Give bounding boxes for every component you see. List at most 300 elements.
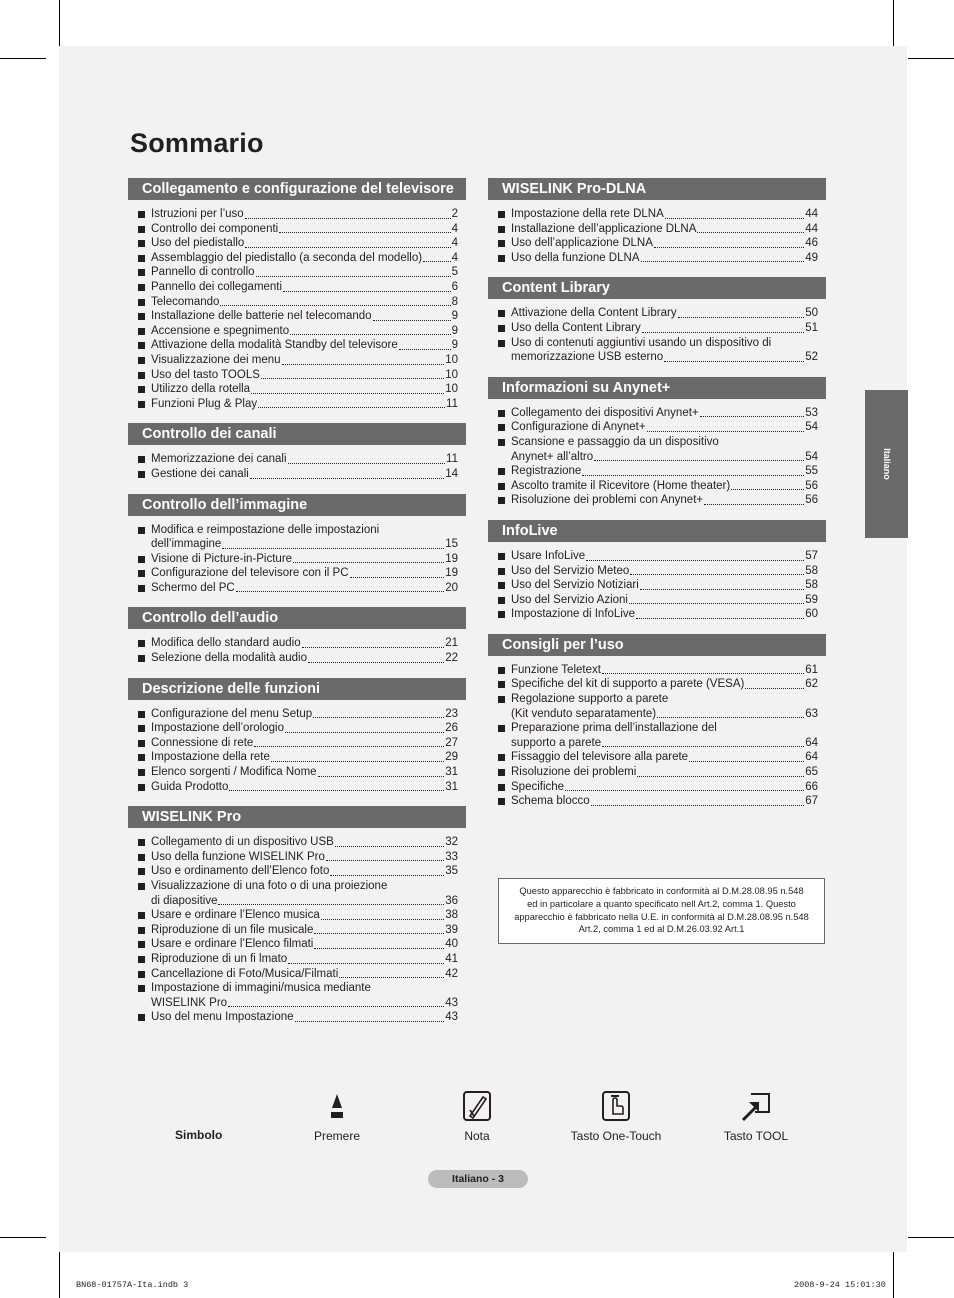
legend-heading: Simbolo bbox=[175, 1128, 223, 1142]
bullet-square-icon bbox=[138, 401, 145, 408]
entry-text: Attivazione della modalità Standby del televisore bbox=[151, 339, 398, 352]
bullet-square-icon bbox=[138, 372, 145, 379]
entry-text: Regolazione supporto a parete bbox=[511, 693, 669, 706]
section-heading: InfoLive bbox=[488, 520, 826, 542]
entry-text: supporto a parete bbox=[511, 736, 602, 749]
entry-text: Assemblaggio del piedistallo (a seconda del modello) bbox=[151, 251, 423, 264]
bullet-square-icon bbox=[138, 386, 145, 393]
bullet-square-icon bbox=[498, 582, 505, 589]
leader-dots bbox=[594, 460, 804, 461]
entry-text: Installazione dell’applicazione DLNA bbox=[511, 222, 697, 235]
leader-dots bbox=[222, 548, 444, 549]
bullet-square-icon bbox=[138, 240, 145, 247]
entry-text: Pannello di controllo bbox=[151, 266, 255, 279]
entry-text: Collegamento dei dispositivi Anynet+ bbox=[511, 406, 699, 419]
notice-line: ed in particolare a quanto specificato nell Art.2, comma 1. Questo bbox=[527, 898, 796, 909]
entry-page-number: 40 bbox=[445, 938, 458, 951]
entry-page-number: 10 bbox=[445, 383, 458, 396]
bullet-square-icon bbox=[138, 839, 145, 846]
entry-text: Visualizzazione dei menu bbox=[151, 353, 281, 366]
bullet-square-icon bbox=[138, 255, 145, 262]
entry-text: Uso del tasto TOOLS bbox=[151, 368, 260, 381]
leader-dots bbox=[295, 1021, 445, 1022]
toc-entry bbox=[138, 879, 466, 908]
toc-entry bbox=[138, 864, 466, 879]
entry-page-number: 11 bbox=[446, 453, 458, 466]
entry-text: Controllo dei componenti bbox=[151, 222, 279, 235]
toc-entry bbox=[138, 222, 466, 237]
entry-page-number: 15 bbox=[445, 538, 458, 551]
leader-dots bbox=[665, 218, 804, 219]
entry-text: Risoluzione dei problemi con Anynet+ bbox=[511, 494, 704, 507]
leader-dots bbox=[591, 805, 805, 806]
entry-text: Fissaggio del televisore alla parete bbox=[511, 751, 689, 764]
entry-text: Attivazione della Content Library bbox=[511, 307, 677, 320]
bullet-square-icon bbox=[138, 784, 145, 791]
leader-dots bbox=[288, 463, 446, 464]
bullet-square-icon bbox=[138, 211, 145, 218]
toc-entry bbox=[498, 564, 826, 579]
entry-page-number: 5 bbox=[451, 266, 458, 279]
entry-page-number: 60 bbox=[805, 608, 818, 621]
toc-entry bbox=[138, 207, 466, 222]
toc-entry bbox=[498, 578, 826, 593]
leader-dots bbox=[313, 717, 444, 718]
section-heading: Controllo dei canali bbox=[128, 423, 466, 445]
entry-page-number: 9 bbox=[451, 324, 458, 337]
entry-page-number: 10 bbox=[445, 368, 458, 381]
entry-text: Istruzioni per l’uso bbox=[151, 208, 244, 220]
leader-dots bbox=[565, 790, 804, 791]
section-heading: Collegamento e configurazione del televisore bbox=[128, 178, 466, 200]
entry-page-number: 63 bbox=[805, 707, 818, 720]
entry-text: Configurazione di Anynet+ bbox=[511, 421, 646, 434]
leader-dots bbox=[689, 761, 804, 762]
leader-dots bbox=[641, 261, 805, 262]
leader-dots bbox=[602, 746, 804, 747]
leader-dots bbox=[602, 673, 804, 674]
bullet-square-icon bbox=[498, 798, 505, 805]
leader-dots bbox=[399, 349, 451, 350]
leader-dots bbox=[318, 776, 445, 777]
entry-page-number: 9 bbox=[451, 339, 458, 352]
bullet-square-icon bbox=[498, 667, 505, 674]
entry-text: Uso del Servizio Notiziari bbox=[511, 579, 639, 592]
entry-page-number: 33 bbox=[445, 850, 458, 863]
entry-text: Configurazione del menu Setup bbox=[151, 707, 313, 720]
bullet-square-icon bbox=[138, 456, 145, 463]
leader-dots bbox=[636, 618, 804, 619]
toc-entry bbox=[138, 736, 466, 751]
toc-entry bbox=[138, 295, 466, 310]
toc-section bbox=[128, 607, 466, 665]
toc-entry bbox=[498, 677, 826, 692]
notice-line: apparecchio è fabbricato nella U.E. in conformità al D.M.28.08.95 n.548 bbox=[514, 911, 809, 922]
entry-text: Risoluzione dei problemi bbox=[511, 766, 637, 779]
language-side-tab bbox=[865, 390, 908, 538]
bullet-square-icon bbox=[498, 497, 505, 504]
leader-dots bbox=[251, 393, 444, 394]
bullet-square-icon bbox=[138, 570, 145, 577]
leader-dots bbox=[657, 717, 804, 718]
entry-text: Impostazione della rete bbox=[151, 751, 270, 764]
symbol-legend bbox=[0, 1088, 954, 1148]
entry-page-number: 59 bbox=[805, 593, 818, 606]
section-heading: Descrizione delle funzioni bbox=[128, 678, 466, 700]
bullet-square-icon bbox=[498, 240, 505, 247]
entry-text: Preparazione prima dell’installazione del bbox=[511, 722, 717, 735]
entry-page-number: 54 bbox=[805, 450, 818, 463]
toc-entry bbox=[138, 850, 466, 865]
section-heading: WISELINK Pro-DLNA bbox=[488, 178, 826, 200]
bullet-square-icon bbox=[138, 868, 145, 875]
toc-entry bbox=[138, 251, 466, 266]
toc-entry bbox=[498, 493, 826, 508]
entry-page-number: 56 bbox=[805, 494, 818, 507]
entry-page-number: 44 bbox=[805, 208, 818, 220]
crop-mark bbox=[893, 1252, 894, 1298]
entry-page-number: 43 bbox=[445, 996, 458, 1009]
entry-text: Utilizzo della rotella bbox=[151, 383, 251, 396]
toc-section bbox=[128, 678, 466, 795]
entry-page-number: 20 bbox=[445, 581, 458, 594]
leader-dots bbox=[654, 247, 804, 248]
bullet-square-icon bbox=[498, 310, 505, 317]
entry-page-number: 54 bbox=[805, 421, 818, 434]
entry-text: Collegamento di un dispositivo USB bbox=[151, 836, 334, 849]
leader-dots bbox=[678, 317, 805, 318]
entry-text: Uso di contenuti aggiuntivi usando un dispositivo di bbox=[511, 336, 772, 349]
leader-dots bbox=[256, 276, 451, 277]
leader-dots bbox=[236, 591, 444, 592]
leader-dots bbox=[629, 603, 804, 604]
toc-entry bbox=[498, 479, 826, 494]
leader-dots bbox=[586, 560, 804, 561]
bullet-square-icon bbox=[498, 410, 505, 417]
entry-page-number: 21 bbox=[445, 637, 458, 650]
entry-text: Ascolto tramite il Ricevitore (Home theater) bbox=[511, 479, 731, 492]
entry-page-number: 57 bbox=[805, 549, 818, 562]
entry-text: Modifica e reimpostazione delle impostazioni bbox=[151, 523, 380, 536]
toc-entry bbox=[498, 593, 826, 608]
bullet-square-icon bbox=[498, 597, 505, 604]
toc-section bbox=[128, 494, 466, 596]
legend-item-press bbox=[307, 1088, 367, 1143]
toc-entry bbox=[138, 765, 466, 780]
crop-mark bbox=[893, 0, 894, 46]
press-arrow-icon bbox=[329, 1092, 345, 1122]
bullet-square-icon bbox=[138, 941, 145, 948]
leader-dots bbox=[308, 662, 444, 663]
toc-entry bbox=[138, 397, 466, 412]
toc-entry bbox=[138, 923, 466, 938]
entry-page-number: 62 bbox=[805, 678, 818, 691]
entry-page-number: 26 bbox=[445, 722, 458, 735]
toc-entry bbox=[138, 780, 466, 795]
leader-dots bbox=[302, 647, 445, 648]
leader-dots bbox=[220, 305, 450, 306]
toc-entry bbox=[498, 794, 826, 809]
bullet-square-icon bbox=[498, 611, 505, 618]
notice-line: Art.2, comma 1 ed al D.M.26.03.92 Art.1 bbox=[578, 924, 745, 935]
leader-dots bbox=[745, 688, 804, 689]
entry-page-number: 42 bbox=[445, 967, 458, 980]
toc-entry bbox=[498, 750, 826, 765]
toc-entry bbox=[138, 636, 466, 651]
entry-text: di diapositive bbox=[151, 894, 218, 907]
entry-text: Uso della funzione DLNA bbox=[511, 251, 640, 264]
leader-dots bbox=[350, 577, 445, 578]
leader-dots bbox=[326, 860, 444, 861]
leader-dots bbox=[637, 776, 804, 777]
toc-section bbox=[488, 277, 826, 364]
bullet-square-icon bbox=[498, 568, 505, 575]
toc-entry bbox=[138, 707, 466, 722]
leader-dots bbox=[245, 247, 450, 248]
bullet-square-icon bbox=[498, 424, 505, 431]
entry-page-number: 61 bbox=[805, 663, 818, 676]
entry-page-number: 36 bbox=[445, 894, 458, 907]
tools-arrow-icon bbox=[739, 1090, 773, 1122]
toc-section bbox=[488, 634, 826, 809]
legend-label: Premere bbox=[313, 1129, 360, 1143]
entry-page-number: 4 bbox=[451, 237, 458, 250]
toc-entry bbox=[138, 981, 466, 1010]
toc-entry bbox=[498, 236, 826, 251]
bullet-square-icon bbox=[138, 655, 145, 662]
crop-mark bbox=[908, 1237, 954, 1238]
right-column bbox=[488, 178, 826, 821]
legend-label: Tasto TOOL bbox=[723, 1129, 789, 1143]
bullet-square-icon bbox=[138, 471, 145, 478]
leader-dots bbox=[664, 361, 804, 362]
entry-page-number: 56 bbox=[805, 479, 818, 492]
notice-line: Questo apparecchio è fabbricato in conformità al D.M.28.08.95 n.548 bbox=[519, 886, 804, 896]
leader-dots bbox=[279, 232, 450, 233]
toc-entry bbox=[138, 467, 466, 482]
entry-text: Specifiche del kit di supporto a parete (VESA) bbox=[511, 678, 745, 691]
entry-text: Schermo del PC bbox=[151, 581, 235, 594]
entry-text: Uso della Content Library bbox=[511, 321, 641, 334]
entry-text: Selezione della modalità audio bbox=[151, 652, 307, 665]
bullet-square-icon bbox=[498, 340, 505, 347]
leader-dots bbox=[282, 364, 445, 365]
toc-entry bbox=[138, 309, 466, 324]
entry-text: Uso del Servizio Azioni bbox=[511, 593, 628, 606]
bullet-square-icon bbox=[498, 483, 505, 490]
bullet-square-icon bbox=[498, 696, 505, 703]
entry-text: Riproduzione di un fi lmato bbox=[151, 952, 288, 965]
entry-page-number: 27 bbox=[445, 736, 458, 749]
leader-dots bbox=[261, 378, 444, 379]
toc-entry bbox=[498, 306, 826, 321]
bullet-square-icon bbox=[498, 468, 505, 475]
legend-label: Tasto One-Touch bbox=[570, 1129, 662, 1143]
bullet-square-icon bbox=[498, 784, 505, 791]
toc-entry bbox=[498, 663, 826, 678]
entry-page-number: 51 bbox=[805, 321, 818, 334]
leader-dots bbox=[335, 846, 444, 847]
entry-text: Elenco sorgenti / Modifica Nome bbox=[151, 766, 317, 779]
bullet-square-icon bbox=[138, 985, 145, 992]
entry-text: Impostazione dell’orologio bbox=[151, 722, 284, 735]
leader-dots bbox=[293, 562, 444, 563]
entry-text: Uso del menu Impostazione bbox=[151, 1011, 294, 1024]
entry-text: Uso e ordinamento dell’Elenco foto bbox=[151, 865, 330, 878]
bullet-square-icon bbox=[498, 681, 505, 688]
toc-entry bbox=[138, 353, 466, 368]
entry-page-number: 31 bbox=[445, 780, 458, 793]
leader-dots bbox=[582, 475, 804, 476]
entry-page-number: 32 bbox=[445, 836, 458, 849]
one-touch-hand-icon bbox=[601, 1090, 631, 1122]
crop-mark bbox=[0, 58, 46, 59]
bullet-square-icon bbox=[138, 284, 145, 291]
legend-label: Nota bbox=[464, 1129, 490, 1143]
entry-page-number: 64 bbox=[805, 751, 818, 764]
toc-section bbox=[488, 377, 826, 508]
entry-text: Impostazione della rete DLNA bbox=[511, 208, 664, 220]
entry-text: dell’immagine bbox=[151, 538, 222, 551]
note-pencil-icon bbox=[462, 1090, 492, 1122]
bullet-square-icon bbox=[138, 342, 145, 349]
toc-entry bbox=[138, 382, 466, 397]
page-title: Sommario bbox=[130, 128, 264, 158]
section-heading: Content Library bbox=[488, 277, 826, 299]
left-column bbox=[128, 178, 466, 1037]
toc-entry bbox=[498, 780, 826, 795]
entry-text: Accensione e spegnimento bbox=[151, 324, 290, 337]
entry-page-number: 19 bbox=[445, 552, 458, 565]
entry-page-number: 44 bbox=[805, 222, 818, 235]
toc-entry bbox=[138, 265, 466, 280]
entry-page-number: 43 bbox=[445, 1011, 458, 1024]
footer-file: BN68-01757A-Ita.indb 3 bbox=[76, 1280, 189, 1290]
bullet-square-icon bbox=[498, 211, 505, 218]
entry-page-number: 50 bbox=[805, 307, 818, 320]
bullet-square-icon bbox=[498, 226, 505, 233]
section-heading: Informazioni su Anynet+ bbox=[488, 377, 826, 399]
toc-entry bbox=[138, 1010, 466, 1025]
entry-page-number: 2 bbox=[451, 208, 458, 220]
crop-mark bbox=[59, 1252, 60, 1298]
entry-page-number: 14 bbox=[445, 467, 458, 480]
leader-dots bbox=[640, 589, 804, 590]
bullet-square-icon bbox=[138, 971, 145, 978]
toc-section bbox=[488, 178, 826, 265]
entry-text: Telecomando bbox=[151, 295, 220, 308]
entry-page-number: 19 bbox=[445, 567, 458, 580]
entry-text: Cancellazione di Foto/Musica/Filmati bbox=[151, 967, 339, 980]
section-heading: Controllo dell’immagine bbox=[128, 494, 466, 516]
entry-page-number: 64 bbox=[805, 736, 818, 749]
legend-item-tools bbox=[716, 1088, 796, 1143]
toc-entry bbox=[498, 464, 826, 479]
entry-page-number: 58 bbox=[805, 564, 818, 577]
entry-page-number: 39 bbox=[445, 923, 458, 936]
toc-section bbox=[488, 520, 826, 622]
bullet-square-icon bbox=[138, 527, 145, 534]
bullet-square-icon bbox=[138, 725, 145, 732]
toc-entry bbox=[498, 321, 826, 336]
leader-dots bbox=[423, 261, 451, 262]
entry-text: Funzioni Plug & Play bbox=[151, 397, 258, 410]
entry-text: Pannello dei collegamenti bbox=[151, 280, 283, 293]
toc-entry bbox=[138, 523, 466, 552]
toc-entry bbox=[498, 765, 826, 780]
toc-entry bbox=[498, 420, 826, 435]
entry-text: Visione di Picture-in-Picture bbox=[151, 552, 293, 565]
crop-mark bbox=[0, 1237, 46, 1238]
legend-item-one-touch bbox=[566, 1088, 666, 1143]
leader-dots bbox=[314, 948, 444, 949]
entry-text: Specifiche bbox=[511, 780, 565, 793]
bullet-square-icon bbox=[138, 754, 145, 761]
footer-timestamp: 2008-9-24 15:01:30 bbox=[794, 1280, 886, 1290]
leader-dots bbox=[288, 963, 444, 964]
entry-page-number: 55 bbox=[805, 465, 818, 478]
leader-dots bbox=[258, 407, 445, 408]
bullet-square-icon bbox=[138, 956, 145, 963]
section-heading: Controllo dell’audio bbox=[128, 607, 466, 629]
toc-entry bbox=[498, 222, 826, 237]
entry-text: Impostazione di InfoLive bbox=[511, 608, 636, 621]
entry-text: Modifica dello standard audio bbox=[151, 637, 301, 650]
leader-dots bbox=[290, 334, 451, 335]
entry-text: Funzione Teletext bbox=[511, 663, 601, 676]
entry-page-number: 23 bbox=[445, 707, 458, 720]
bullet-square-icon bbox=[138, 854, 145, 861]
legend-item-note bbox=[447, 1088, 507, 1143]
toc-entry bbox=[498, 406, 826, 421]
bullet-square-icon bbox=[138, 226, 145, 233]
leader-dots bbox=[731, 489, 804, 490]
toc-entry bbox=[498, 207, 826, 222]
leader-dots bbox=[314, 933, 444, 934]
leader-dots bbox=[254, 746, 444, 747]
leader-dots bbox=[228, 1006, 444, 1007]
toc-entry bbox=[498, 549, 826, 564]
leader-dots bbox=[330, 875, 444, 876]
toc-entry bbox=[138, 952, 466, 967]
entry-text: Riproduzione di un file musicale bbox=[151, 923, 314, 936]
entry-page-number: 41 bbox=[445, 952, 458, 965]
leader-dots bbox=[647, 431, 805, 432]
bullet-square-icon bbox=[138, 313, 145, 320]
toc-entry bbox=[498, 435, 826, 464]
toc-section bbox=[128, 178, 466, 411]
entry-page-number: 46 bbox=[805, 237, 818, 250]
leader-dots bbox=[373, 320, 451, 321]
toc-entry bbox=[498, 251, 826, 266]
bullet-square-icon bbox=[138, 640, 145, 647]
bullet-square-icon bbox=[138, 328, 145, 335]
toc-entry bbox=[138, 835, 466, 850]
bullet-square-icon bbox=[138, 269, 145, 276]
toc-entry bbox=[138, 651, 466, 666]
entry-page-number: 4 bbox=[451, 251, 458, 264]
toc-entry bbox=[498, 336, 826, 365]
crop-mark bbox=[908, 58, 954, 59]
toc-entry bbox=[138, 908, 466, 923]
entry-text: (Kit venduto separatamente) bbox=[511, 707, 657, 720]
toc-entry bbox=[138, 280, 466, 295]
leader-dots bbox=[229, 790, 444, 791]
entry-page-number: 22 bbox=[445, 652, 458, 665]
entry-text: Anynet+ all’altro bbox=[511, 450, 594, 463]
toc-entry bbox=[498, 721, 826, 750]
bullet-square-icon bbox=[498, 439, 505, 446]
